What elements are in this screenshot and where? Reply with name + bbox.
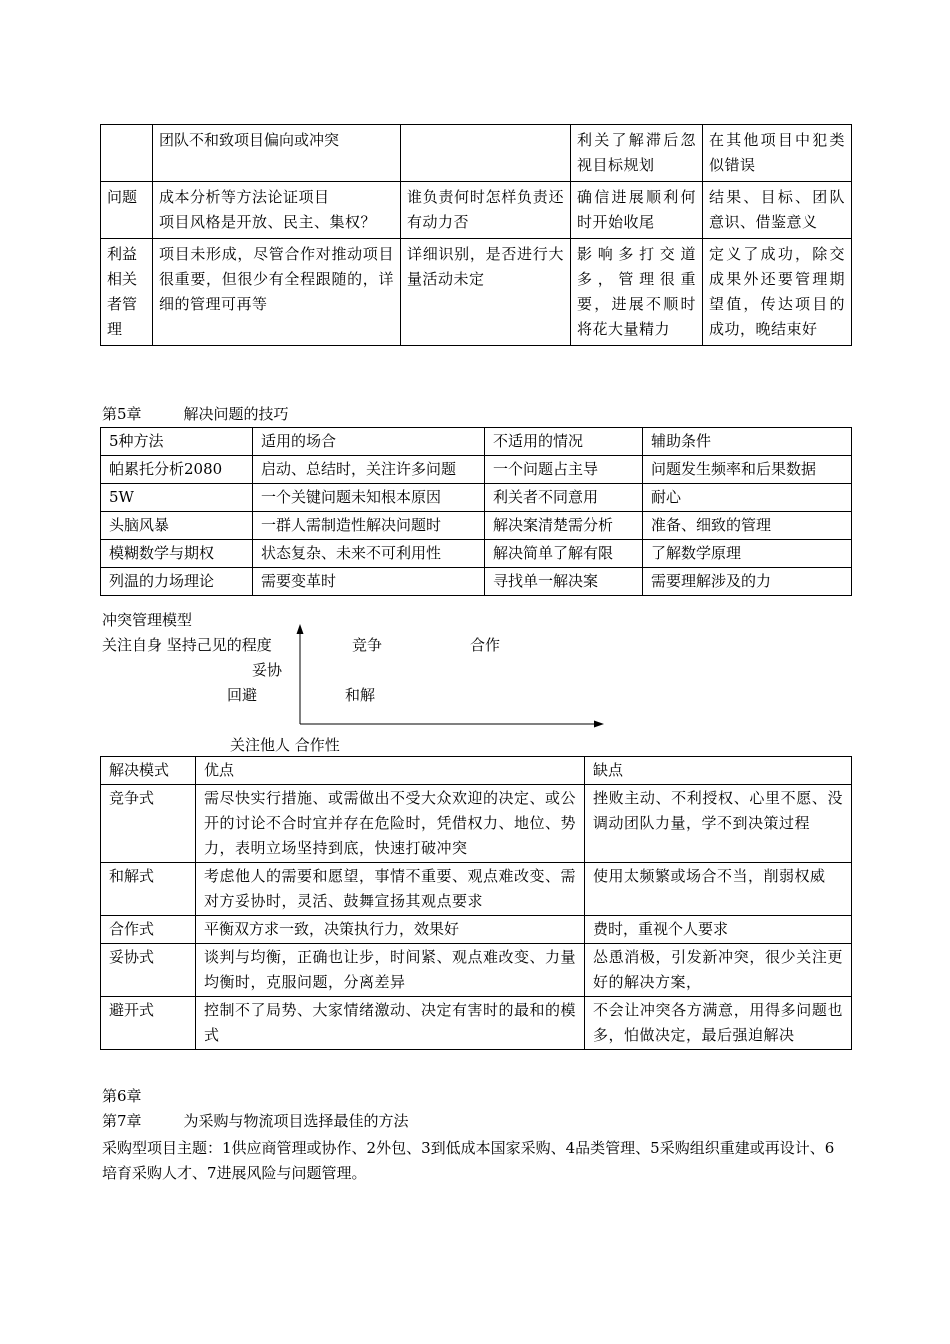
table-cell: 合作式 [101,916,196,944]
chapter7-label: 第7章 [102,1112,142,1130]
table-cell: 需尽快实行措施、或需做出不受大众欢迎的决定、或公开的讨论不合时宜并存在危险时，凭借权力、地位、势力，表明立场坚持到底，快速打破冲突 [196,785,585,863]
collaborating-label: 合作 [470,636,501,654]
table-cell: 一个关键问题未知根本原因 [253,484,485,512]
table-cell: 状态复杂、未来不可利用性 [253,540,485,568]
table-row [101,785,852,863]
y-axis-arrow [297,624,304,634]
chapter5-title: 解决问题的技巧 [183,405,289,423]
column-header: 优点 [196,757,585,785]
column-header: 适用的场合 [253,428,485,456]
table-cell: 确信进展顺利何时开始收尾 [571,182,703,239]
procurement-topics: 采购型项目主题：1供应商管理或协作、2外包、3到低成本国家采购、4品类管理、5采购组织重建或再设计、6培育采购人才、7进展风险与问题管理。 [102,1139,835,1182]
accommodating-label: 和解 [345,686,376,704]
table-cell: 妥协式 [101,944,196,997]
table-cell: 和解式 [101,863,196,916]
table-cell: 挫败主动、不利授权、心里不愿、没调动团队力量，学不到决策过程 [585,785,852,863]
table-cell: 问题 [101,182,153,239]
table-row [101,863,852,916]
table-cell: 怂恿消极，引发新冲突，很少关注更好的解决方案， [585,944,852,997]
table-cell: 准备、细致的管理 [643,512,852,540]
table-cell: 启动、总结时，关注许多问题 [253,456,485,484]
table-cell: 使用太频繁或场合不当，削弱权威 [585,863,852,916]
table-cell: 项目未形成，尽管合作对推动项目很重要，但很少有全程跟随的，详细的管理可再等 [153,239,401,346]
table-cell: 需要变革时 [253,568,485,596]
table-cell: 控制不了局势、大家情绪激动、决定有害时的最和的模式 [196,997,585,1050]
table-cell: 问题发生频率和后果数据 [643,456,852,484]
table-cell: 在其他项目中犯类似错误 [703,125,852,182]
x-axis-arrow [594,721,604,728]
table-cell: 了解数学原理 [643,540,852,568]
table-cell: 耐心 [643,484,852,512]
table-cell: 解决案清楚需分析 [485,512,643,540]
table-cell: 寻找单一解决案 [485,568,643,596]
table-header-row [101,757,852,785]
compromising-label: 妥协 [252,661,283,679]
table-row [101,916,852,944]
table-cell: 团队不和致项目偏向或冲突 [153,125,401,182]
table-row [101,944,852,997]
table-cell: 解决简单了解有限 [485,540,643,568]
table-cell: 成本分析等方法论证项目 项目风格是开放、民主、集权？ [153,182,401,239]
table-cell: 影响多打交道多，管理很重要，进展不顺时将花大量精力 [571,239,703,346]
table-cell: 不会让冲突各方满意，用得多问题也多，怕做决定，最后强迫解决 [585,997,852,1050]
chapter6-heading: 第6章 [102,1087,142,1105]
column-header: 缺点 [585,757,852,785]
avoiding-label: 回避 [227,686,258,704]
x-axis-label: 关注他人 合作性 [230,736,340,754]
y-axis-label: 关注自身 坚持己见的程度 [102,636,272,654]
column-header: 辅助条件 [643,428,852,456]
table-cell: 竞争式 [101,785,196,863]
table-cell: 列温的力场理论 [101,568,253,596]
table-cell: 结果、目标、团队意识、借鉴意义 [703,182,852,239]
conflict-modes-table [100,756,852,1050]
chapter7-heading [102,1110,409,1132]
chapter7-title: 为采购与物流项目选择最佳的方法 [183,1112,409,1130]
table-cell: 利关了解滞后忽视目标规划 [571,125,703,182]
column-header: 5种方法 [101,428,253,456]
table-cell: 考虑他人的需要和愿望，事情不重要、观点难改变、需对方妥协时，灵活、鼓舞宣扬其观点要求 [196,863,585,916]
chapter5-label: 第5章 [102,405,142,423]
table-cell: 定义了成功，除交成果外还要管理期望值，传达项目的成功，晚结束好 [703,239,852,346]
table-cell: 头脑风暴 [101,512,253,540]
competing-label: 竞争 [352,636,383,654]
table-row [101,997,852,1050]
table-cell: 5W [101,484,253,512]
table-cell: 平衡双方求一致，决策执行力，效果好 [196,916,585,944]
table-cell: 利益相关者管理 [101,239,153,346]
table-cell: 详细识别，是否进行大量活动未定 [401,239,571,346]
table-cell: 模糊数学与期权 [101,540,253,568]
column-header: 解决模式 [101,757,196,785]
column-header: 不适用的情况 [485,428,643,456]
table-cell: 利关者不同意用 [485,484,643,512]
table-cell: 谈判与均衡，正确也让步，时间紧、观点难改变、力量均衡时，克服问题，分离差异 [196,944,585,997]
table-cell: 费时，重视个人要求 [585,916,852,944]
table-cell: 一群人需制造性解决问题时 [253,512,485,540]
conflict-model-title: 冲突管理模型 [102,611,193,629]
table-cell: 谁负责何时怎样负责还有动力否 [401,182,571,239]
table-cell: 一个问题占主导 [485,456,643,484]
table-cell: 需要理解涉及的力 [643,568,852,596]
table-cell: 帕累托分析2080 [101,456,253,484]
table-cell: 避开式 [101,997,196,1050]
